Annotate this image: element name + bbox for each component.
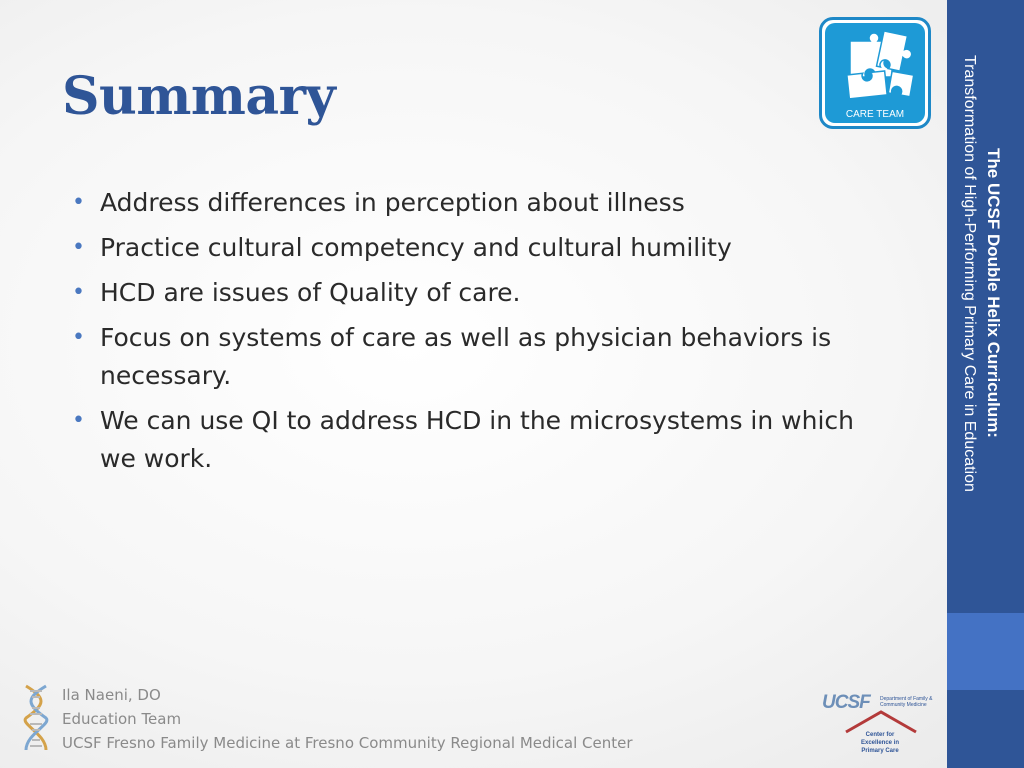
bullet-marker: •: [72, 190, 85, 215]
slide-title: Summary: [62, 66, 336, 127]
footer-author: Ila Naeni, DO: [62, 686, 161, 704]
bullet-list: [72, 184, 872, 485]
bullet-marker: •: [72, 235, 85, 260]
center-logo-text: Center for Excellence in Primary Care: [860, 732, 900, 754]
sidebar-curriculum-subtitle: Transformation of High-Performing Primary Care in Education: [961, 55, 978, 492]
bullet-text: HCD are issues of Quality of care.: [100, 278, 521, 307]
care-team-label: CARE TEAM: [845, 109, 905, 120]
footer-team: Education Team: [62, 710, 182, 728]
bullet-text: We can use QI to address HCD in the microsystems in which we work.: [100, 406, 854, 473]
bullet-text: Focus on systems of care as well as physician behaviors is necessary.: [100, 323, 832, 390]
footer-organization: UCSF Fresno Family Medicine at Fresno Community Regional Medical Center: [62, 734, 633, 752]
bullet-item: [72, 402, 872, 478]
bullet-item: [72, 319, 872, 395]
bullet-marker: •: [72, 280, 85, 305]
bullet-text: Address differences in perception about illness: [100, 188, 685, 217]
care-team-badge-inner: [825, 23, 925, 123]
bullet-text: Practice cultural competency and cultural humility: [100, 233, 732, 262]
dept-logo-text: Department of Family & Community Medicine: [880, 696, 933, 708]
bullet-marker: •: [72, 408, 85, 433]
sidebar-bottom-block: [947, 690, 1024, 768]
care-team-badge: [819, 17, 931, 129]
sidebar-curriculum-title: The UCSF Double Helix Curriculum:: [984, 148, 1003, 438]
puzzle-icon: [828, 27, 925, 107]
ucsf-center-logo: [820, 692, 944, 756]
dna-helix-icon: [22, 684, 50, 752]
footer-credits: [62, 683, 633, 755]
bullet-item: [72, 274, 872, 312]
bullet-item: [72, 229, 872, 267]
bullet-item: [72, 184, 872, 222]
bullet-marker: •: [72, 325, 85, 350]
sidebar-accent-block: [947, 613, 1024, 690]
ucsf-logo-text: UCSF: [822, 692, 870, 713]
